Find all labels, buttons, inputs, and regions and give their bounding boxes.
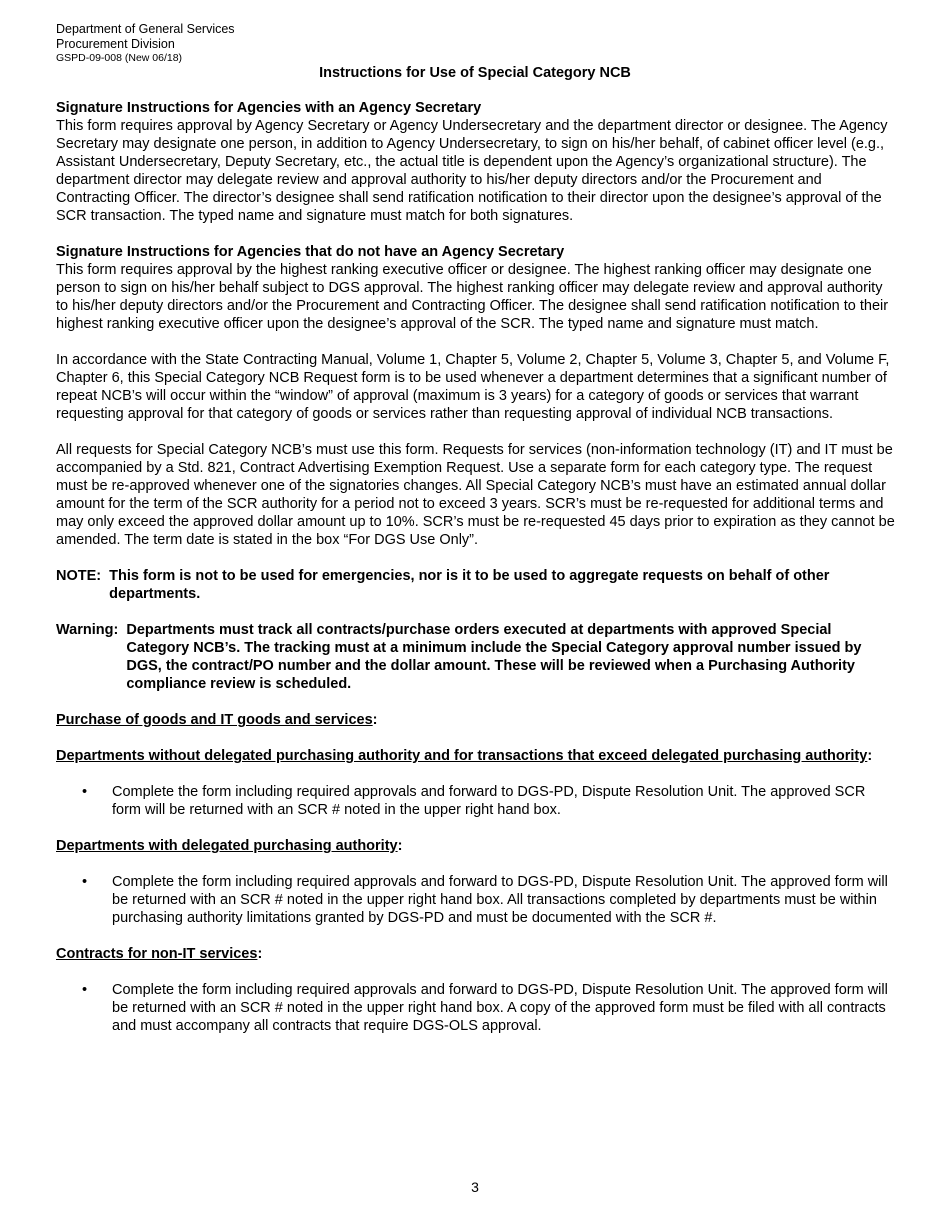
bullet-text: Complete the form including required approvals and forward to DGS-PD, Dispute Resolution Unit. The approved form will be returned with an SCR # noted in the upper right hand box. All transactions completed by departments must be within purchasing authority limitations granted by DGS-PD and must be documented with the SCR #.: [112, 874, 888, 926]
bullet-icon: •: [82, 874, 88, 890]
bullet-text: Complete the form including required approvals and forward to DGS-PD, Dispute Resolution Unit. The approved SCR form will be returned with an SCR # noted in the upper right hand box.: [112, 784, 866, 818]
header-division: Procurement Division: [56, 37, 175, 51]
bullet-icon: •: [82, 784, 88, 800]
warning-block: [56, 621, 896, 693]
bullet-icon: •: [82, 982, 88, 998]
paragraph-all-requests: All requests for Special Category NCB’s must use this form. Requests for services (non-information technology (IT) and IT must be accompanied by a Std. 821, Contract Advertising Exemption Request. Use a separate form for each category type. The request must be re-approved whenever one of the signatories changes. All Special Category NCB’s must have an estimated annual dollar amount for the term of the SCR authority for a period not to exceed 3 years. SCR’s must be re-requested for additional terms and may only exceed the approved dollar amount up to 10%. SCR’s must be re-requested 45 days prior to expiration as they cannot be amended. The term date is stated in the box “For DGS Use Only”.: [56, 442, 895, 548]
header-department: Department of General Services: [56, 22, 235, 36]
header-form-number: GSPD-09-008 (New 06/18): [56, 52, 183, 64]
section-heading-agency-secretary: Signature Instructions for Agencies with an Agency Secretary: [56, 100, 482, 116]
note-block: [56, 567, 896, 603]
note-text: This form is not to be used for emergencies, nor is it to be used to aggregate requests on behalf of other departments.: [109, 568, 830, 602]
heading-without-delegated-authority: Departments without delegated purchasing authority and for transactions that exceed delegated purchasing authority:: [56, 748, 873, 764]
section-body-agency-secretary: This form requires approval by Agency Secretary or Agency Undersecretary and the department director or designee. The Agency Secretary may designate one person, in addition to Agency Undersecretary, to sign on his/her behalf, of cabinet officer level (e.g., Assistant Undersecretary, Deputy Secretary, etc., the actual title is dependent upon the Agency’s organizational structure). The department director may delegate review and approval authority to his/her deputy directors and/or the Procurement and Contracting Officer. The director’s designee shall send ratification notification to their director upon the designee’s approval of the SCR transaction. The typed name and signature must match for both signatures.: [56, 118, 888, 224]
note-label: NOTE:: [56, 568, 102, 584]
page-title: Instructions for Use of Special Category NCB: [319, 65, 631, 81]
list-item: [82, 981, 896, 1035]
list-item: [82, 873, 896, 927]
document-body: [56, 99, 896, 1035]
heading-with-delegated-authority: Departments with delegated purchasing authority:: [56, 838, 403, 854]
warning-text: Departments must track all contracts/purchase orders executed at departments with approved Special Category NCB’s. The tracking must at a minimum include the Special Category approval number issued by DGS, the contract/PO number and the dollar amount. These will be reviewed when a Purchasing Authority compliance review is scheduled.: [126, 622, 862, 692]
heading-non-it-services: Contracts for non-IT services:: [56, 946, 263, 962]
paragraph-state-contracting-manual: In accordance with the State Contracting Manual, Volume 1, Chapter 5, Volume 2, Chapter 5, Volume 3, Chapter 5, and Volume F, Chapter 6, this Special Category NCB Request form is to be used whenever a department determines that a significant number of repeat NCB’s will occur within the “window” of approval (maximum is 3 years) for a category of goods or services that warrant requesting approval for that category of goods or services rather than requesting approval of individual NCB transactions.: [56, 352, 890, 422]
list-item: [82, 783, 896, 819]
section-heading-no-agency-secretary: Signature Instructions for Agencies that do not have an Agency Secretary: [56, 244, 565, 260]
section-body-no-agency-secretary: This form requires approval by the highest ranking executive officer or designee. The highest ranking officer may designate one person to sign on his/her behalf subject to DGS approval. The highest ranking officer may delegate review and approval authority to his/her deputy directors and/or the Procurement and Contracting Officer. The designee shall send ratification notification to their highest ranking executive officer upon the designee’s approval of the SCR. The typed name and signature must match.: [56, 262, 889, 332]
heading-goods-and-it: Purchase of goods and IT goods and services:: [56, 712, 378, 728]
warning-label: Warning:: [56, 622, 119, 638]
page-number: 3: [471, 1179, 479, 1195]
bullet-text: Complete the form including required approvals and forward to DGS-PD, Dispute Resolution Unit. The approved form will be returned with an SCR # noted in the upper right hand box. A copy of the approved form must be filed with all contracts and must accompany all contracts that require DGS-OLS approval.: [112, 982, 888, 1034]
